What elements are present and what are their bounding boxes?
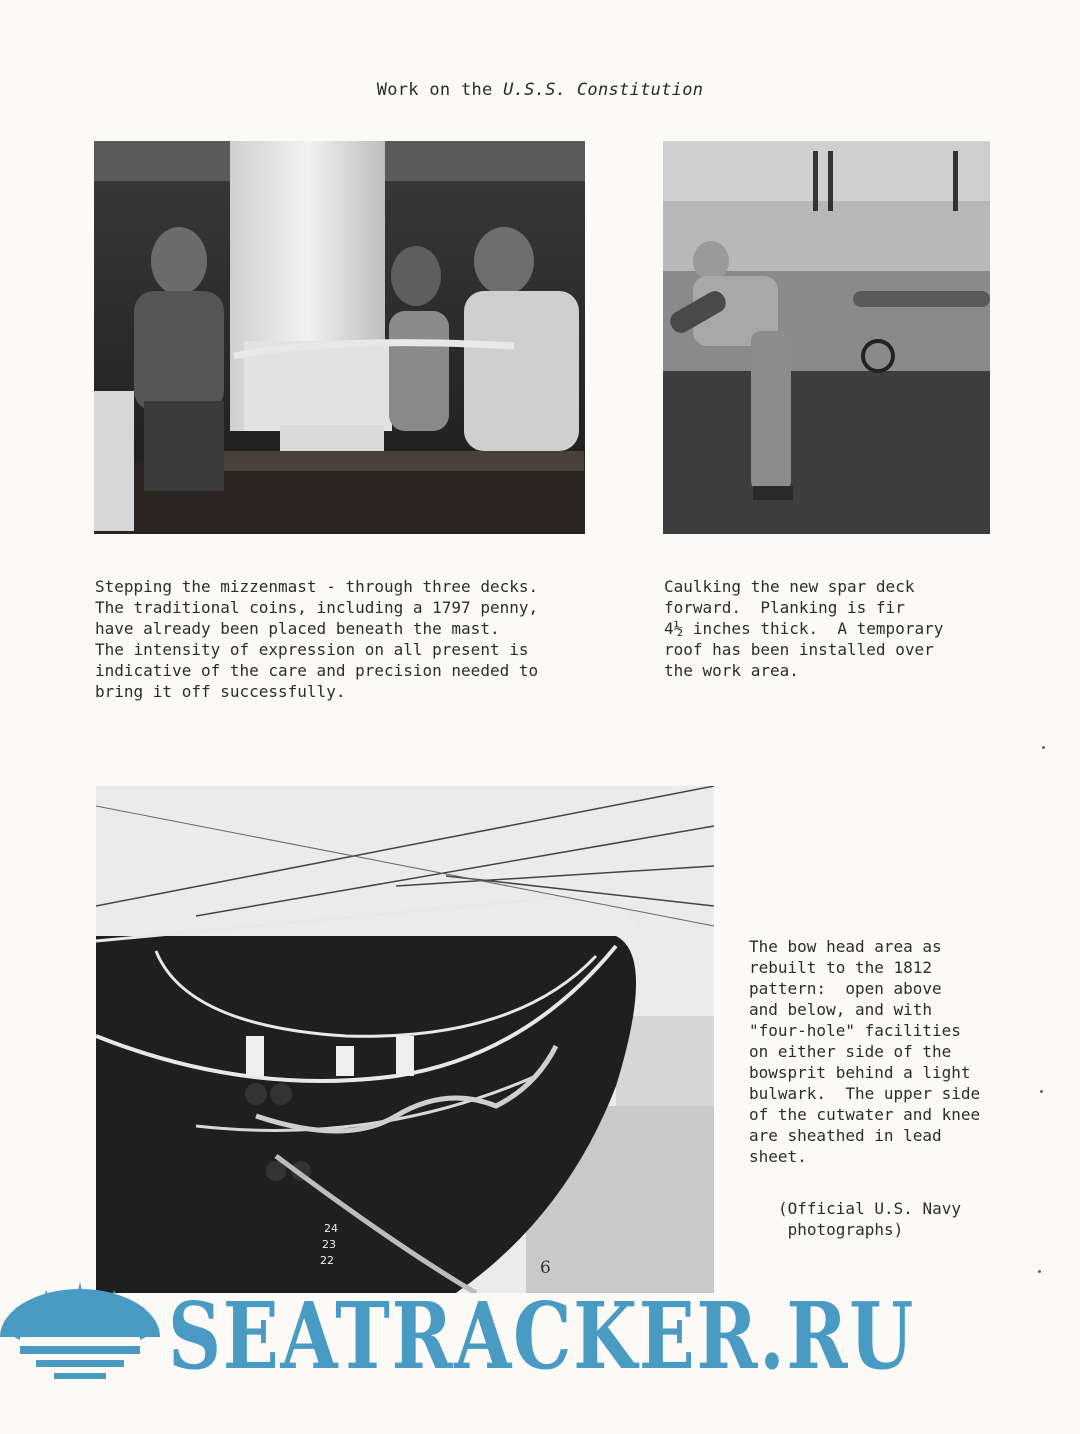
caulking-caption: Caulking the new spar deck forward. Planking is fir 4½ inches thick. A temporary roof has been installed over the work area. <box>664 577 944 680</box>
sun-logo-icon <box>0 1282 160 1392</box>
watermark <box>0 1282 1080 1392</box>
header-prefix: Work on the <box>376 80 504 100</box>
page-number: 6 <box>540 1258 551 1278</box>
draft-mark-22: 22 <box>320 1254 334 1267</box>
mizzenmast-caption: Stepping the mizzenmast - through three decks. The traditional coins, including a 1797 penny, have already been placed beneath the mast. The intensity of expression on all present is indicative of the care and precision needed to bring it off successfully. <box>95 577 539 701</box>
watermark-text: SEATRACKER.RU <box>168 1282 915 1390</box>
draft-mark-23: 23 <box>322 1238 336 1251</box>
draft-mark-24: 24 <box>324 1222 338 1235</box>
margin-speck <box>1042 746 1045 749</box>
bow-photo <box>96 786 714 1293</box>
caulking-photo <box>663 141 990 534</box>
margin-speck <box>1038 1270 1041 1273</box>
margin-speck <box>1040 1090 1043 1093</box>
ship-name: U.S.S. Constitution <box>503 80 704 100</box>
bow-caption: The bow head area as rebuilt to the 1812 pattern: open above and below, and with "four-hole" facilities on either side of the bowsprit behind a light bulwark. The upper side of the cutwater and knee are sheathed in lead sheet. <box>749 937 981 1166</box>
photo-credit: (Official U.S. Navy photographs) <box>778 1199 962 1239</box>
mizzenmast-photo <box>94 141 585 534</box>
page-header <box>0 80 1080 100</box>
